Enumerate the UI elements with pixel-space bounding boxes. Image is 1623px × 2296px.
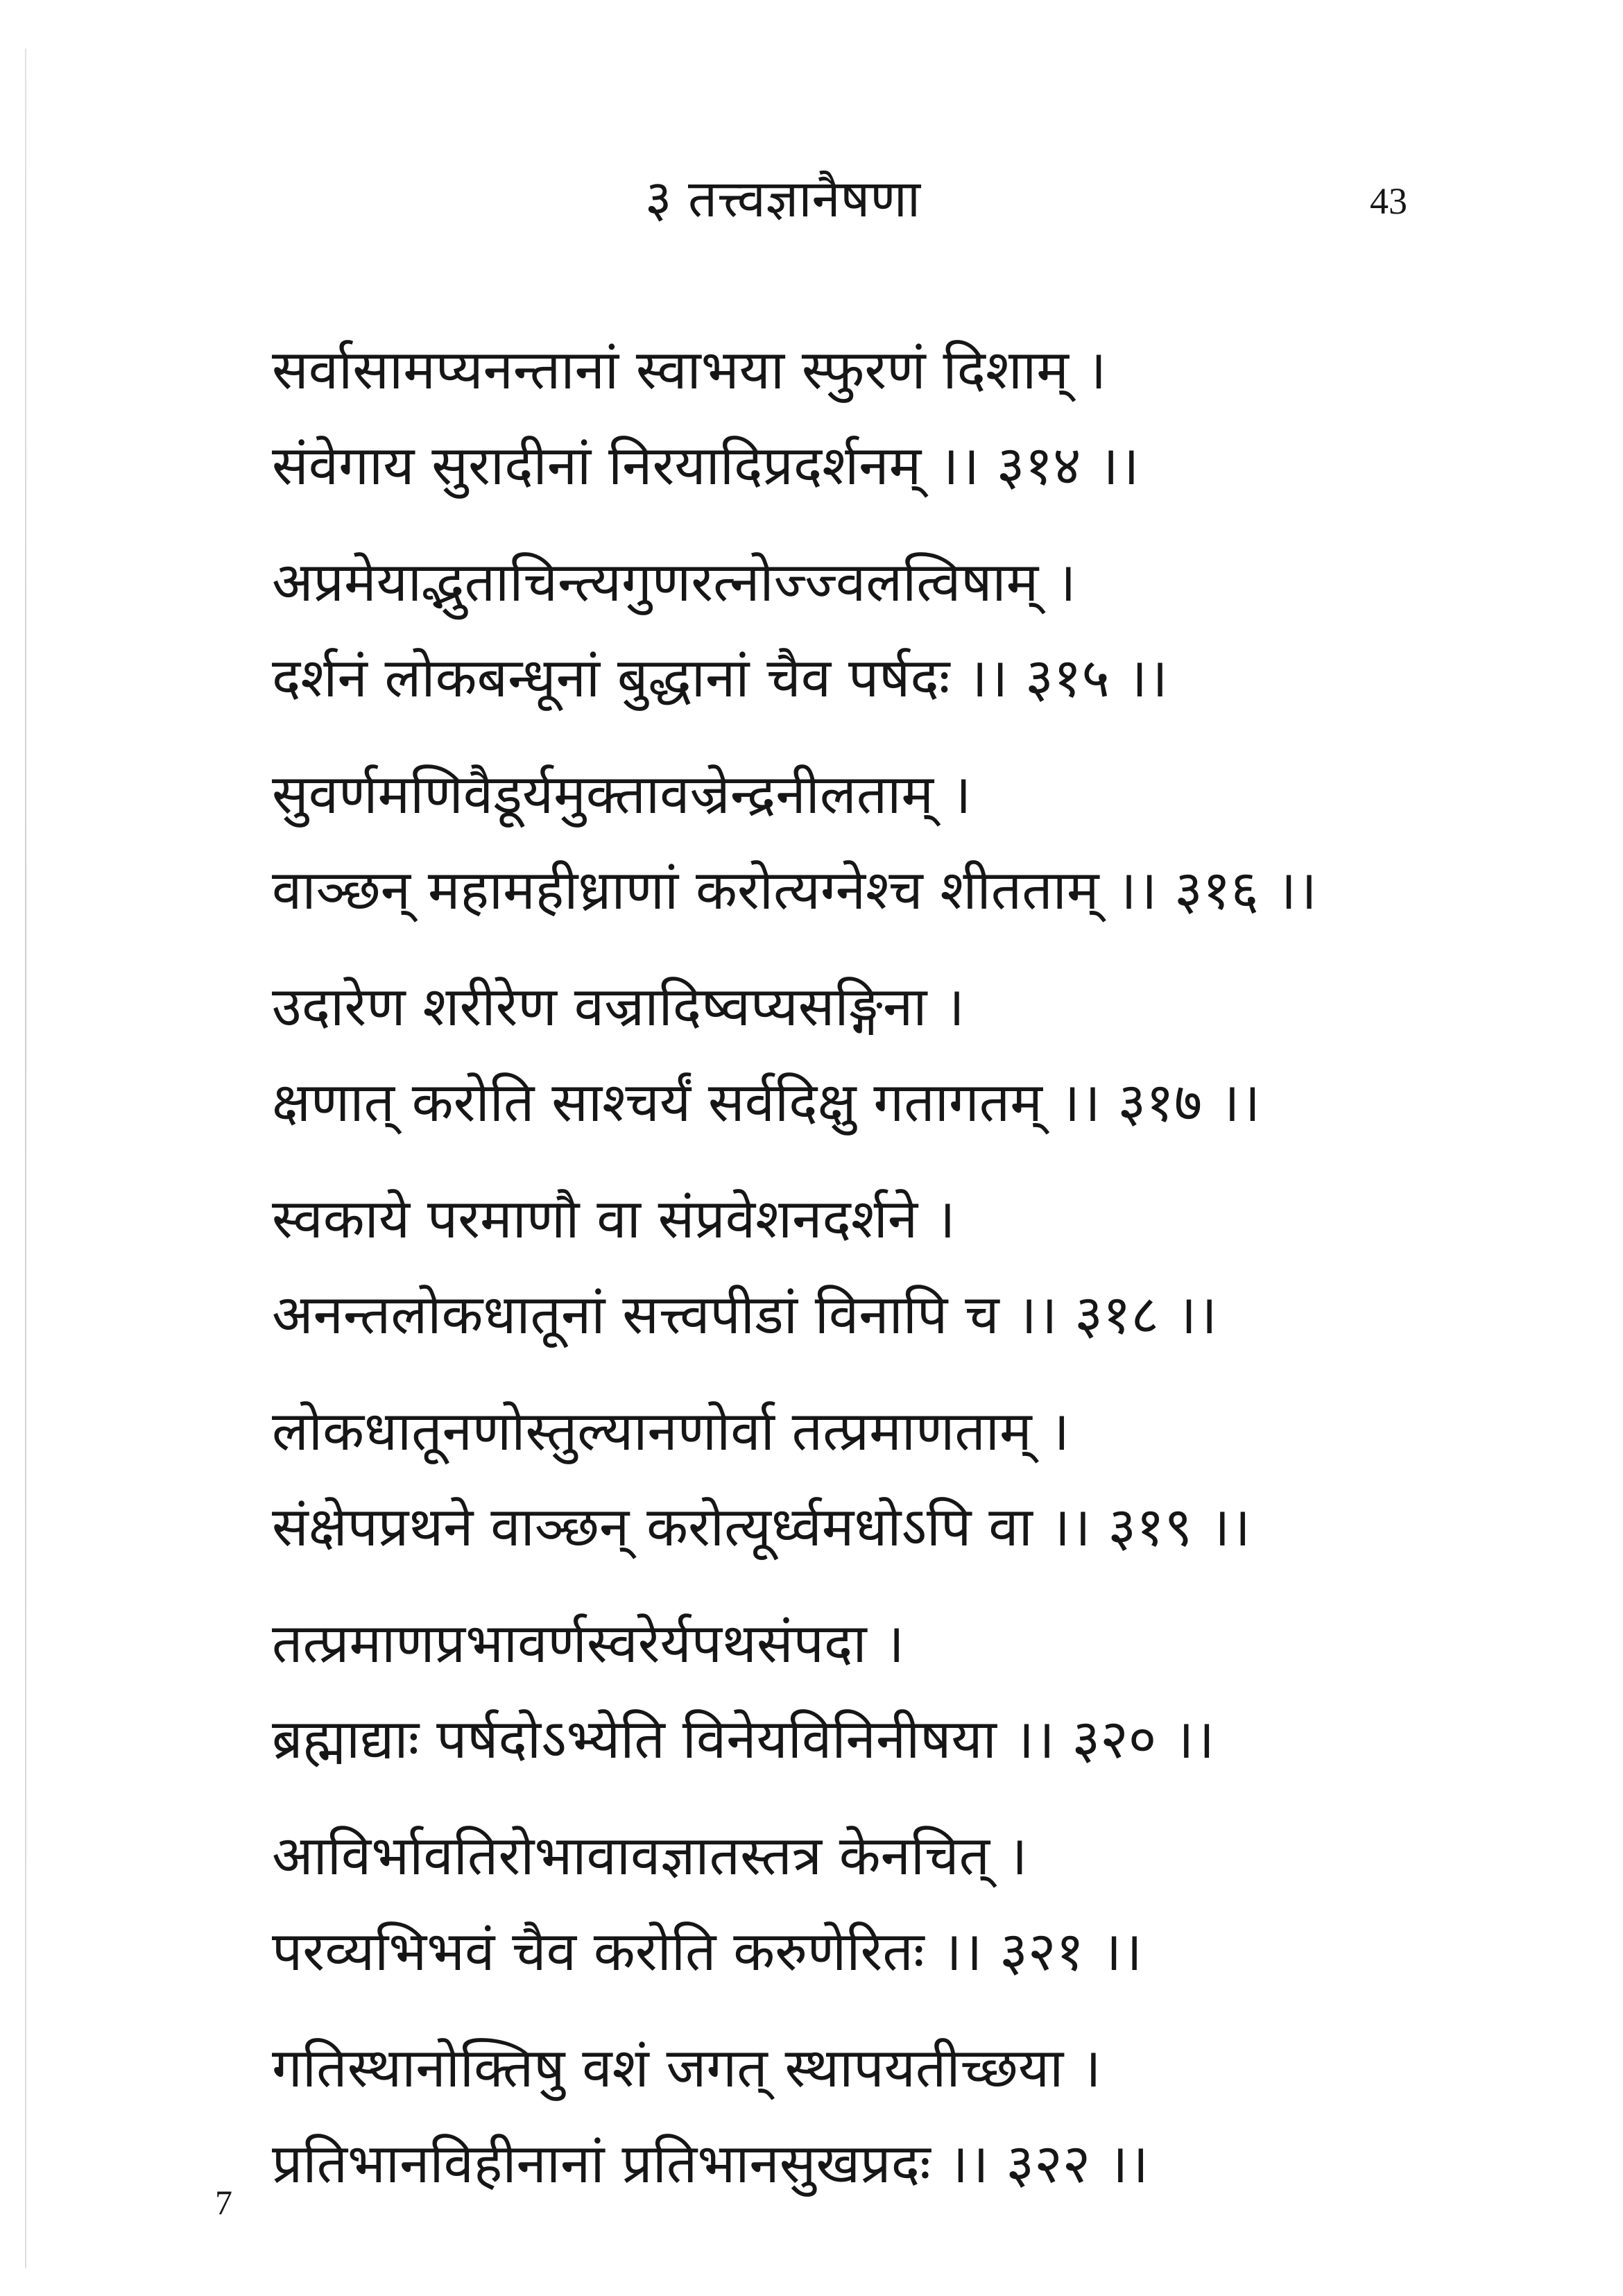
verse-line: उदारेण शरीरेण वज्रादिष्वप्यसङ्गिना । [272, 976, 965, 1038]
verse-list [272, 323, 1451, 2233]
verse-line: प्रतिभानविहीनानां प्रतिभानसुखप्रदः ।। ३२२ ।। [272, 2133, 1149, 2195]
verse-line: स्वकाये परमाणौ वा संप्रवेशनदर्शने । [272, 1188, 956, 1251]
verse-line: आविर्भावतिरोभावावज्ञातस्तत्र केनचित् । [272, 1825, 1028, 1887]
verse-317 [272, 959, 1451, 1151]
signature-mark: 7 [215, 2183, 232, 2222]
verse-line: तत्प्रमाणप्रभावर्णस्वरेर्यपथसंपदा । [272, 1613, 904, 1675]
verse-line: संक्षेपप्रथने वाञ्छन् करोत्यूर्ध्वमधोऽपि वा ।। ३१९ ।। [272, 1496, 1251, 1559]
verse-319 [272, 1384, 1451, 1575]
page-header [0, 161, 1623, 237]
verse-line: लोकधातूनणोस्तुल्यानणोर्वा तत्प्रमाणताम् । [272, 1400, 1070, 1463]
verse-line: अनन्तलोकधातूनां सत्त्वपीडां विनापि च ।। ३१८ ।। [272, 1284, 1217, 1346]
verse-320 [272, 1596, 1451, 1788]
verse-line: दर्शनं लोकबन्धूनां बुद्धानां चैव पर्षदः ।। ३१५ ।। [272, 647, 1168, 710]
verse-line: सर्वासामप्यनन्तानां स्वाभया स्फुरणं दिशाम् । [272, 339, 1107, 402]
verse-line: ब्रह्माद्याः पर्षदोऽभ्येति विनेयविनिनीषया ।। ३२० ।। [272, 1708, 1215, 1771]
verse-321 [272, 1808, 1451, 2000]
verse-line: संवेगाय सुरादीनां निरयादिप्रदर्शनम् ।। ३१४ ।। [272, 435, 1140, 497]
verse-line: अप्रमेयाद्भुताचिन्त्यगुणरत्नोज्ज्वलत्विषाम् । [272, 551, 1076, 614]
verse-316 [272, 747, 1451, 939]
scan-edge-line [25, 49, 26, 2268]
chapter-title: ३ तत्त्वज्ञानैषणा [645, 169, 920, 229]
verse-line: वाञ्छन् महामहीध्राणां करोत्यग्नेश्च शीतताम् ।। ३१६ ।। [272, 859, 1317, 922]
verse-line: परव्यभिभवं चैव करोति करुणेरितः ।। ३२१ ।। [272, 1921, 1142, 1983]
verse-315 [272, 535, 1451, 726]
verse-line: सुवर्णमणिवैडूर्यमुक्तावज्रेन्द्रनीलताम् । [272, 764, 972, 826]
verse-318 [272, 1172, 1451, 1363]
page-number: 43 [1370, 180, 1407, 222]
verse-322 [272, 2021, 1451, 2212]
verse-line: क्षणात् करोति साश्चर्यं सर्वदिक्षु गतागतम् ।। ३१७ ।। [272, 1072, 1261, 1134]
verse-314 [272, 323, 1451, 514]
verse-line: गतिस्थानोक्तिषु वशं जगत् स्थापयतीच्छया । [272, 2037, 1101, 2100]
